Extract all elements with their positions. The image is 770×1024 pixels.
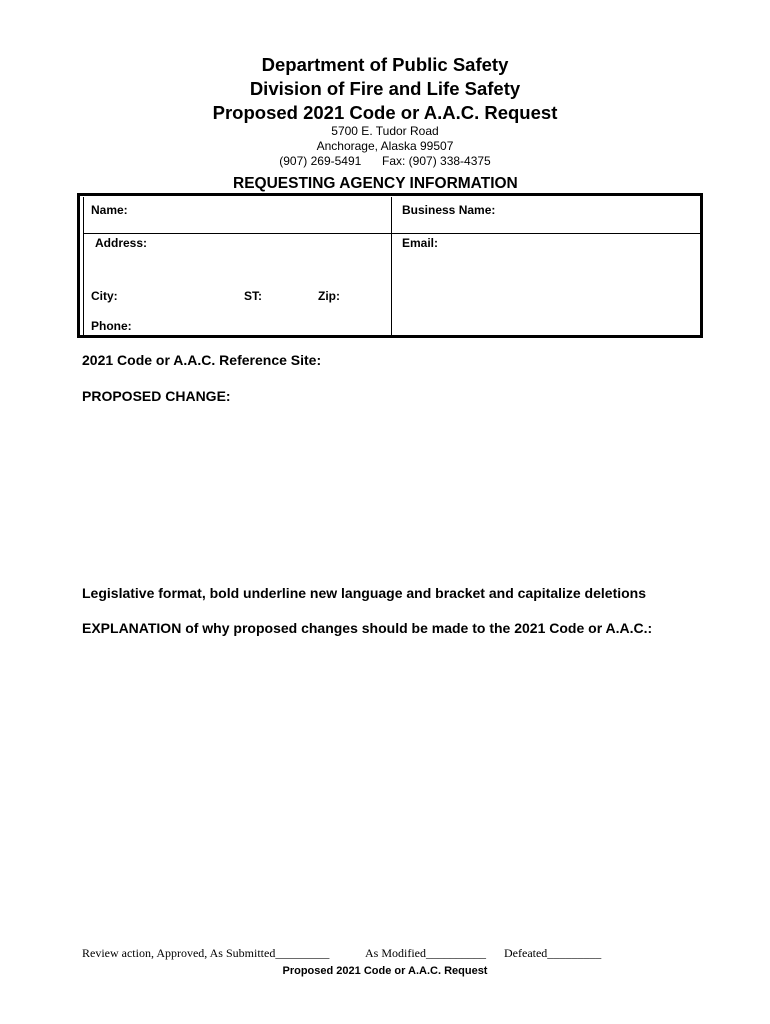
city-field-label[interactable]: City: [91,289,118,303]
explanation-label[interactable]: EXPLANATION of why proposed changes should be made to the 2021 Code or A.A.C.: [82,620,653,636]
header-division: Division of Fire and Life Safety [249,78,521,99]
header-fax: Fax: (907) 338-4375 [382,154,491,168]
header-department: Department of Public Safety [261,54,509,75]
state-field-label[interactable]: ST: [244,289,262,303]
box-divider-right [700,197,701,335]
header-street: 5700 E. Tudor Road [331,124,439,138]
name-field-label[interactable]: Name: [91,203,128,217]
reference-site-label[interactable]: 2021 Code or A.A.C. Reference Site: [82,352,322,368]
review-action-line: Review action, Approved, As Submitted_________ [82,946,330,960]
box-divider-left [83,197,84,335]
legislative-format-note: Legislative format, bold underline new language and bracket and capitalize deletions [82,585,647,601]
business-name-field-label[interactable]: Business Name: [402,203,496,217]
header-form-title: Proposed 2021 Code or A.A.C. Request [212,102,558,123]
header-phone: (907) 269-5491 [279,154,362,168]
address-field-label[interactable]: Address: [95,236,148,250]
phone-field-label[interactable]: Phone: [91,319,132,333]
proposed-change-label[interactable]: PROPOSED CHANGE: [82,388,231,404]
defeated-line: Defeated_________ [504,946,602,960]
email-field-label[interactable]: Email: [402,236,439,250]
box-divider-middle [391,197,392,335]
footer-form-title: Proposed 2021 Code or A.A.C. Request [282,965,488,977]
header-phone-fax [0,154,770,169]
agency-section-title: REQUESTING AGENCY INFORMATION [233,175,518,192]
agency-top-row [83,197,701,234]
as-modified-line: As Modified__________ [365,946,486,960]
header-city-line: Anchorage, Alaska 99507 [316,139,454,153]
zip-field-label[interactable]: Zip: [318,289,340,303]
